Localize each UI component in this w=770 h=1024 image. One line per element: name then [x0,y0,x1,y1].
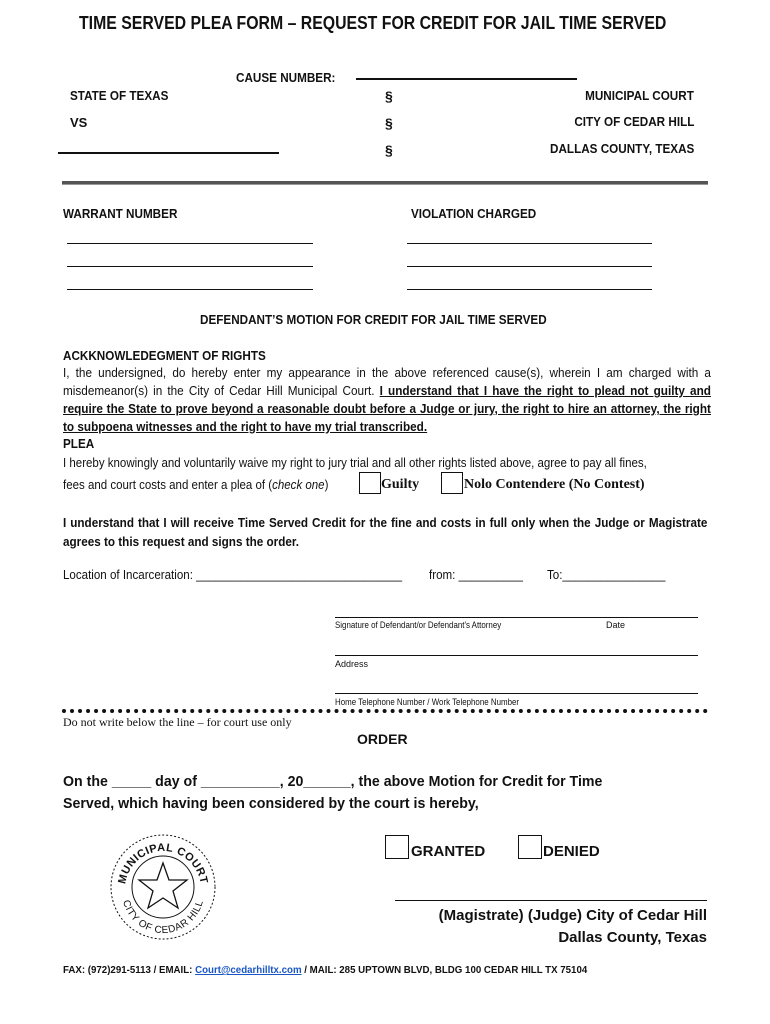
rights-text-emphasis: I understand that I have the right to plead not guilty and require the State to prove beyond a reasonable doubt before a Judge or jury, the right to hire an attorney, the right to subpoena witnesses and the right to have my trial transcribed. [63,383,711,434]
footer-email-link[interactable]: Court@cedarhilltx.com [195,965,302,976]
location-of-incarceration-field[interactable]: Location of Incarceration: ________________________________ [63,567,403,582]
magistrate-signature-line[interactable] [395,900,707,901]
guilty-label: Guilty [381,477,420,492]
plea-text-line1: I hereby knowingly and voluntarily waive my right to jury trial and all other rights listed above, agree to pay all fines, [63,455,647,470]
seal-top-text: MUNICIPAL COURT [116,841,210,886]
city-label: CITY OF CEDAR HILL [573,114,694,129]
warrant-number-header: WARRANT NUMBER [63,206,178,221]
magistrate-county-label: Dallas County, Texas [558,929,707,946]
denied-checkbox[interactable] [518,835,542,859]
rights-text: I, the undersigned, do hereby enter my appearance in the above referenced cause(s), wherein I am charged with a misdemeanor(s) in the City of Cedar Hill Municipal Court. [63,365,711,398]
cause-number-field[interactable] [356,78,577,80]
magistrate-label: (Magistrate) (Judge) City of Cedar Hill [438,907,707,924]
footer-contact [63,965,603,976]
vs-label: VS [70,115,88,130]
telephone-line[interactable] [335,693,698,694]
denied-label: DENIED [543,843,600,860]
nolo-contendere-label: Nolo Contendere (No Contest) [464,477,645,492]
order-text-line1: On the _____ day of __________, 20______, the above Motion for Credit for Time [63,773,603,790]
granted-label: GRANTED [411,843,486,860]
warrant-number-field[interactable] [67,243,313,244]
guilty-checkbox[interactable] [359,472,381,494]
violation-charged-field[interactable] [407,243,652,244]
address-label: Address [335,659,369,669]
court-use-divider [62,709,708,713]
section-sign-2: § [385,115,393,131]
date-label: Date [606,620,626,630]
footer-mail: / MAIL: 285 UPTOWN BLVD, BLDG 100 CEDAR HILL TX 75104 [301,965,588,976]
state-label: STATE OF TEXAS [70,88,169,103]
plea-text-line2: fees and court costs and enter a plea of (check one) [63,477,329,492]
cause-number-label: CAUSE NUMBER: [236,70,336,85]
understanding-paragraph: I understand that I will receive Time Served Credit for the fine and costs in full only when the Judge or Magistrate agrees to this request and signs the order. [63,515,708,549]
star-icon [139,863,187,908]
form-title: TIME SERVED PLEA FORM – REQUEST FOR CREDIT FOR JAIL TIME SERVED [79,13,667,33]
violation-charged-field[interactable] [407,266,652,267]
court-use-note: Do not write below the line – for court use only [63,715,292,729]
warrant-number-field[interactable] [67,289,313,290]
rights-paragraph [63,364,711,436]
violation-charged-field[interactable] [407,289,652,290]
county-label: DALLAS COUNTY, TEXAS [549,141,694,156]
plea-heading: PLEA [63,436,95,451]
order-heading: ORDER [357,731,408,747]
order-text-line2: Served, which having been considered by the court is hereby, [63,795,479,812]
seal-inner-ring [132,856,194,918]
defendant-signature-label: Signature of Defendant/or Defendant's Attorney [335,620,502,630]
signature-line[interactable] [335,617,698,618]
to-date-field[interactable]: To:________________ [547,567,666,582]
telephone-label: Home Telephone Number / Work Telephone Number [335,697,520,707]
caption-separator [62,181,708,185]
violation-charged-header: VIOLATION CHARGED [411,206,537,221]
rights-heading: ACKKNOWLEDEGMENT OF RIGHTS [63,348,266,363]
court-seal [108,832,218,942]
granted-checkbox[interactable] [385,835,409,859]
seal-bottom-text: CITY OF CEDAR HILL [120,898,206,937]
footer-fax: FAX: (972)291-5113 / EMAIL: [63,965,196,976]
court-label: MUNICIPAL COURT [585,88,694,103]
address-line[interactable] [335,655,698,656]
section-sign-1: § [385,88,393,104]
section-sign-3: § [385,142,393,158]
nolo-contendere-checkbox[interactable] [441,472,463,494]
motion-heading: DEFENDANT’S MOTION FOR CREDIT FOR JAIL TIME SERVED [200,312,547,327]
from-date-field[interactable]: from: __________ [429,567,523,582]
warrant-number-field[interactable] [67,266,313,267]
defendant-name-field[interactable] [58,152,279,154]
